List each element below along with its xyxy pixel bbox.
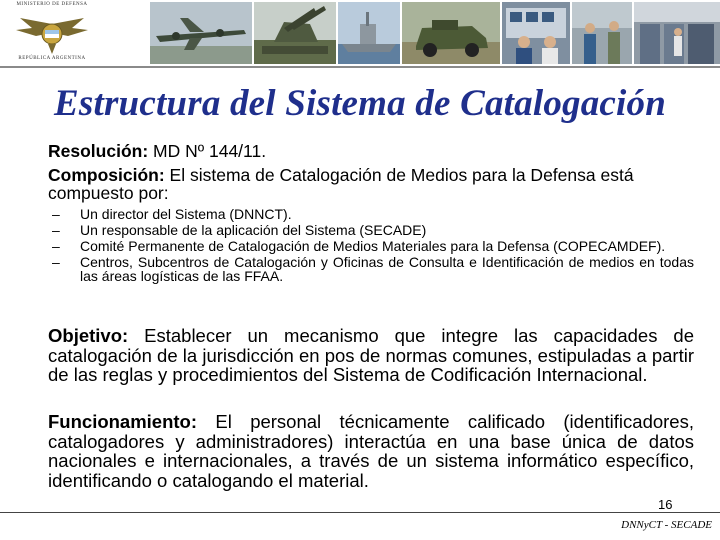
funcionamiento-label: Funcionamiento: — [48, 411, 198, 432]
page-number: 16 — [658, 497, 673, 512]
list-item — [52, 207, 694, 221]
logo-bottom-text: REPÚBLICA ARGENTINA — [18, 56, 86, 61]
list-dash: – — [52, 238, 60, 254]
composicion-text: El sistema de Catalogación de Medios para la Defensa está compuesto por: — [48, 165, 634, 203]
list-item — [52, 223, 694, 237]
logo-top-text: MINISTERIO DE DEFENSA — [16, 2, 88, 7]
objetivo-label: Objetivo: — [48, 325, 129, 346]
ministry-logo — [4, 2, 100, 64]
list-dash: – — [52, 222, 60, 238]
resolucion-paragraph — [48, 142, 688, 160]
eagle-emblem-icon — [12, 10, 92, 56]
list-dash: – — [52, 254, 60, 270]
list-item-text: Un director del Sistema (DNNCT). — [80, 206, 292, 222]
list-item-text: Un responsable de la aplicación del Sistema (SECADE) — [80, 222, 427, 238]
funcionamiento-text: El personal técnicamente calificado (identificadores, catalogadores y administradores) interactúa en una base única de datos nacionales e internacionales, a través de un sistema informático específico, identificando o catalogando el material. — [48, 411, 694, 491]
resolucion-label: Resolución: — [48, 141, 149, 161]
warehouse-photo — [634, 2, 720, 64]
ship-photo — [338, 2, 400, 64]
list-item-text: Comité Permanente de Catalogación de Medios Materiales para la Defensa (COPECAMDEF). — [80, 238, 666, 254]
composicion-paragraph — [48, 166, 688, 202]
footer-divider — [0, 512, 720, 513]
funcionamiento-paragraph — [48, 412, 694, 490]
military-vehicle-photo — [402, 2, 500, 64]
list-item — [52, 255, 694, 283]
objetivo-text: Establecer un mecanismo que integre las capacidades de catalogación de la jurisdicción en pos de normas comunes, estipuladas a partir de las reglas y procedimientos del Sistema de Codificación Internacional. — [48, 325, 694, 385]
header-photo-strip — [150, 2, 720, 64]
list-dash: – — [52, 206, 60, 222]
objetivo-paragraph — [48, 326, 694, 385]
list-item-text: Centros, Subcentros de Catalogación y Oficinas de Consulta e Identificación de medios en todas las áreas logísticas de las FFAA. — [80, 254, 694, 284]
aircraft-photo — [150, 2, 252, 64]
resolucion-text: MD Nº 144/11. — [148, 141, 267, 161]
list-item — [52, 239, 694, 253]
composicion-list — [52, 207, 694, 285]
footer-label: DNNyCT - SECADE — [621, 519, 712, 531]
technicians-photo — [502, 2, 570, 64]
header-divider — [0, 66, 720, 68]
antiaircraft-gun-photo — [254, 2, 336, 64]
header-band — [0, 0, 720, 72]
slide-title: Estructura del Sistema de Catalogación — [54, 83, 666, 124]
workers-photo — [572, 2, 632, 64]
composicion-label: Composición: — [48, 165, 165, 185]
